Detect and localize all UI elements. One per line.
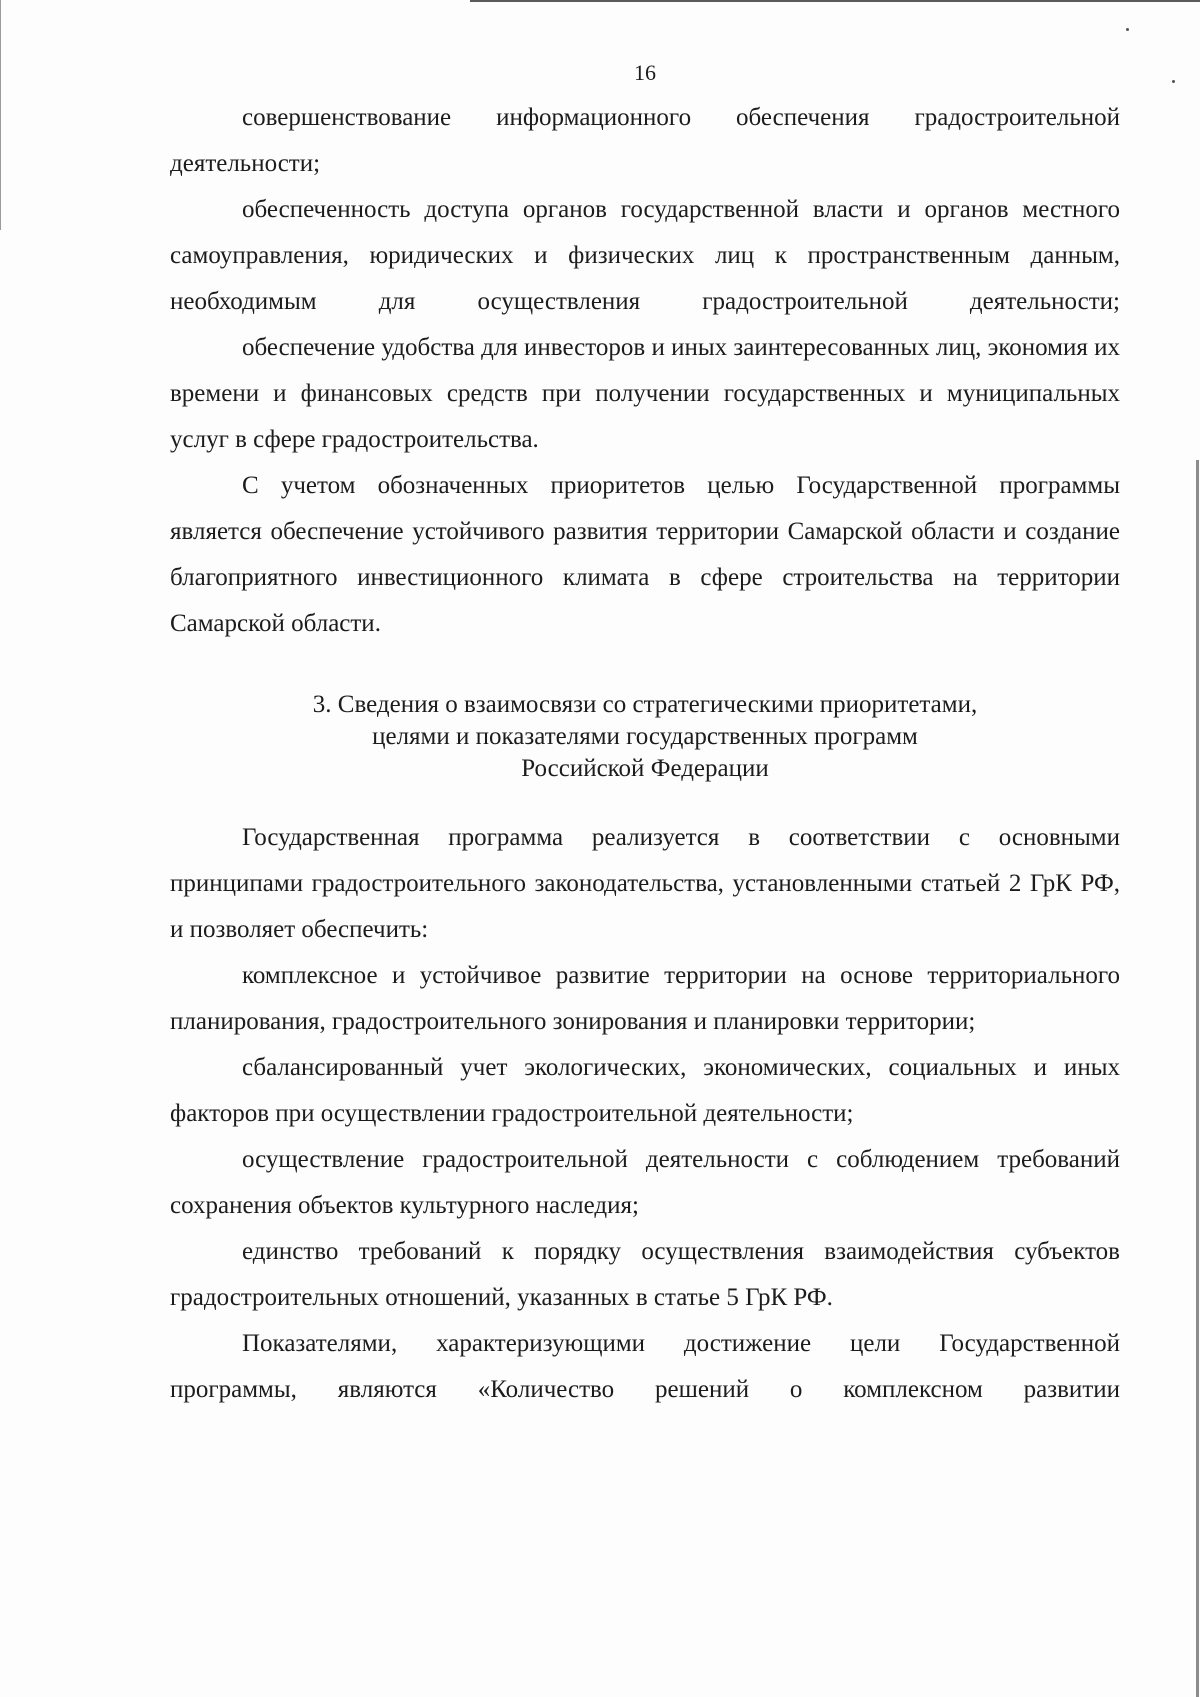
body-paragraph: комплексное и устойчивое развитие территории на основе территориального планирования, градостроительного зонирования и планировки территории; bbox=[170, 962, 1120, 1035]
body-paragraph: единство требований к порядку осуществления взаимодействия субъектов градостроительных отношений, указанных в статье 5 ГрК РФ. bbox=[170, 1238, 1120, 1311]
section-heading-line: 3. Сведения о взаимосвязи со стратегическими приоритетами, bbox=[312, 691, 978, 718]
section-heading-line: Российской Федерации bbox=[521, 755, 769, 782]
body-paragraph: С учетом обозначенных приоритетов целью Государственной программы является обеспечение устойчивого развития территории Самарской области и создание благоприятного инвестиционного климата в сфере строительства на территории Самарской области. bbox=[170, 472, 1120, 637]
document-body bbox=[170, 95, 1120, 1413]
body-paragraph: осуществление градостроительной деятельности с соблюдением требований сохранения объектов культурного наследия; bbox=[170, 1146, 1120, 1219]
body-paragraph: совершенствование информационного обеспечения градостроительной деятельности; bbox=[170, 104, 1120, 177]
scan-edge-right bbox=[1196, 460, 1199, 1697]
body-paragraph: сбалансированный учет экологических, экономических, социальных и иных факторов при осуществлении градостроительной деятельности; bbox=[170, 1054, 1120, 1127]
section-heading bbox=[170, 689, 1120, 785]
body-paragraph: Показателями, характеризующими достижение цели Государственной программы, являются «Количество решений о комплексном развитии bbox=[170, 1330, 1120, 1403]
page-number: 16 bbox=[634, 60, 656, 85]
body-paragraph: Государственная программа реализуется в соответствии с основными принципами градостроительного законодательства, установленными статьей 2 ГрК РФ, и позволяет обеспечить: bbox=[170, 824, 1120, 943]
section-heading-line: целями и показателями государственных программ bbox=[372, 723, 918, 750]
scan-speck bbox=[1126, 28, 1129, 31]
body-paragraph: обеспеченность доступа органов государственной власти и органов местного самоуправления, юридических и физических лиц к пространственным данным, необходимым для осуществления градостроительной деятельности; bbox=[170, 196, 1120, 315]
scan-edge-left bbox=[0, 0, 1, 230]
scan-edge-top bbox=[470, 0, 1200, 2]
body-paragraph: обеспечение удобства для инвесторов и иных заинтересованных лиц, экономия их времени и финансовых средств при получении государственных и муниципальных услуг в сфере градостроительства. bbox=[170, 334, 1120, 453]
